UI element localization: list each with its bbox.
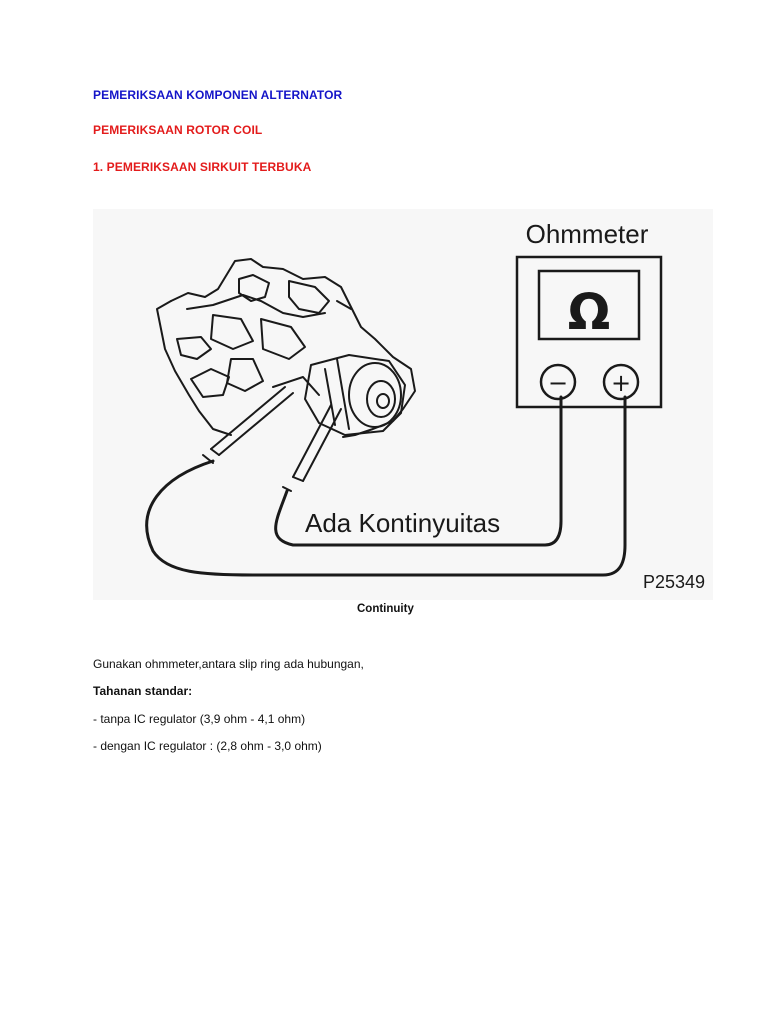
ohmmeter-label: Ohmmeter bbox=[525, 219, 649, 249]
figure-code: P25349 bbox=[642, 572, 705, 592]
list-item-with-ic: - dengan IC regulator : (2,8 ohm - 3,0 ohm) bbox=[93, 739, 322, 753]
standard-label: Tahanan standar: bbox=[93, 684, 193, 698]
minus-symbol: − bbox=[547, 369, 569, 397]
list-item-without-ic: - tanpa IC regulator (3,9 ohm - 4,1 ohm) bbox=[93, 712, 306, 726]
figure-caption: Continuity bbox=[357, 603, 414, 615]
continuity-label: Ada Kontinyuitas bbox=[305, 508, 501, 538]
section-title: PEMERIKSAAN KOMPONEN ALTERNATOR bbox=[93, 88, 343, 102]
ohmmeter-diagram bbox=[93, 209, 713, 600]
intro-text: Gunakan ohmmeter,antara slip ring ada hubungan, bbox=[93, 657, 364, 671]
subsection-title: PEMERIKSAAN ROTOR COIL bbox=[93, 123, 263, 137]
ohm-symbol: Ω bbox=[567, 283, 611, 341]
step-title: 1. PEMERIKSAAN SIRKUIT TERBUKA bbox=[93, 160, 312, 174]
alternator-drawing bbox=[157, 259, 415, 491]
plus-symbol: + bbox=[610, 369, 632, 397]
